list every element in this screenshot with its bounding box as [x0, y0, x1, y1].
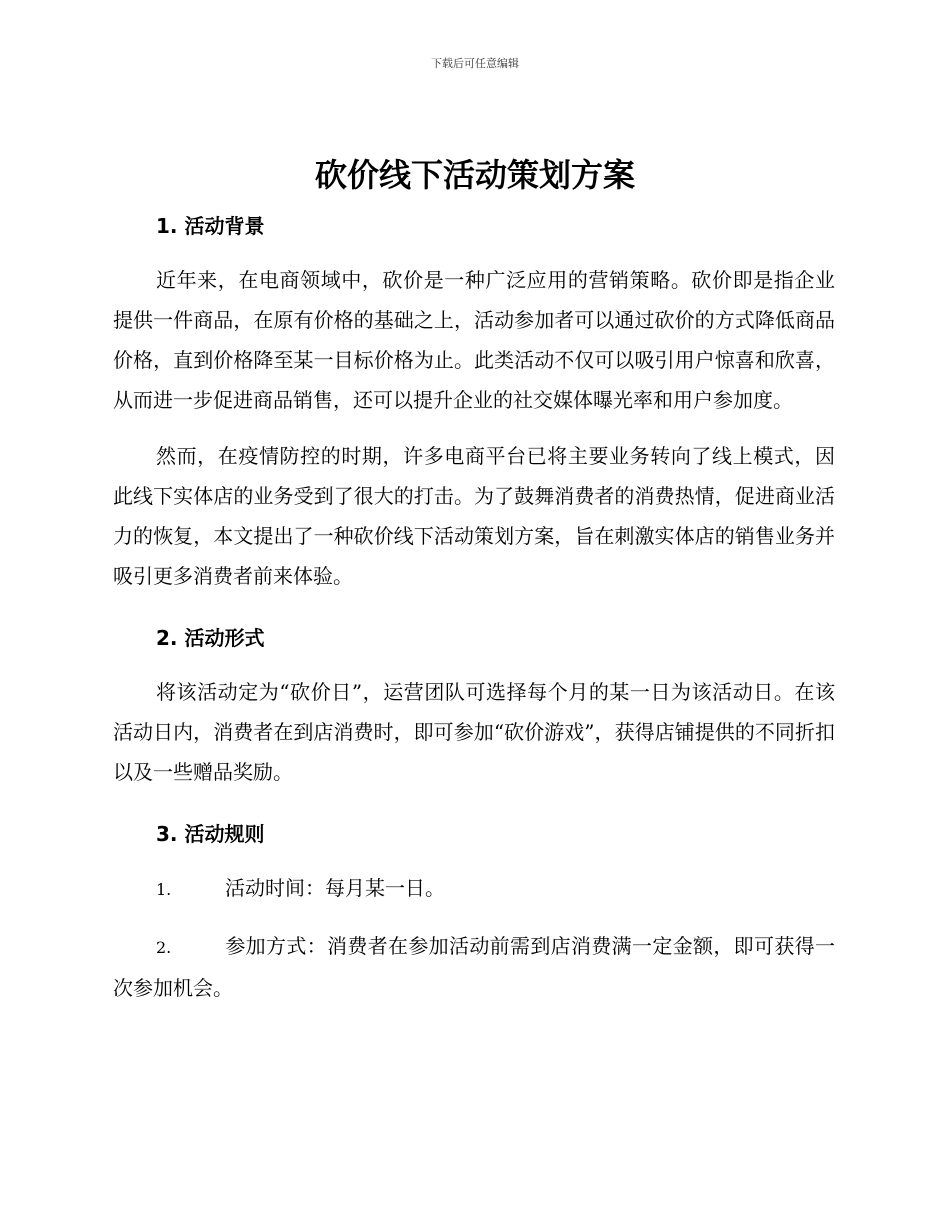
list-item [113, 868, 835, 910]
list-item-text: 参加方式：消费者在参加活动前需到店消费满一定金额，即可获得一次参加机会。 [113, 934, 835, 1000]
section-heading-rules: 3. 活动规则 [156, 822, 265, 846]
document-body [113, 200, 835, 1008]
list-item [113, 926, 835, 1008]
paragraph-format-1: 将该活动定为“砍价日”，运营团队可选择每个月的某一日为该活动日。在该活动日内，消费者在到店消费时，即可参加“砍价游戏”，获得店铺提供的不同折扣以及一些赠品奖励。 [113, 680, 835, 784]
header-note: 下载后可任意编辑 [431, 57, 519, 70]
paragraph-background-1: 近年来，在电商领域中，砍价是一种广泛应用的营销策略。砍价即是指企业提供一件商品，在原有价格的基础之上，活动参加者可以通过砍价的方式降低商品价格，直到价格降至某一目标价格为止。此类活动不仅可以吸引用户惊喜和欣喜，从而进一步促进商品销售，还可以提升企业的社交媒体曝光率和用户参加度。 [113, 268, 835, 412]
list-item-number: 2. [156, 938, 172, 957]
section-heading-format: 2. 活动形式 [156, 626, 265, 650]
list-item-text: 活动时间：每月某一日。 [225, 876, 445, 900]
list-item-number: 1. [156, 880, 172, 899]
section-heading-background: 1. 活动背景 [156, 214, 265, 238]
paragraph-background-2: 然而，在疫情防控的时期，许多电商平台已将主要业务转向了线上模式，因此线下实体店的业务受到了很大的打击。为了鼓舞消费者的消费热情，促进商业活力的恢复，本文提出了一种砍价线下活动策划方案，旨在刺激实体店的销售业务并吸引更多消费者前来体验。 [113, 444, 835, 588]
document-title: 砍价线下活动策划方案 [314, 156, 635, 194]
